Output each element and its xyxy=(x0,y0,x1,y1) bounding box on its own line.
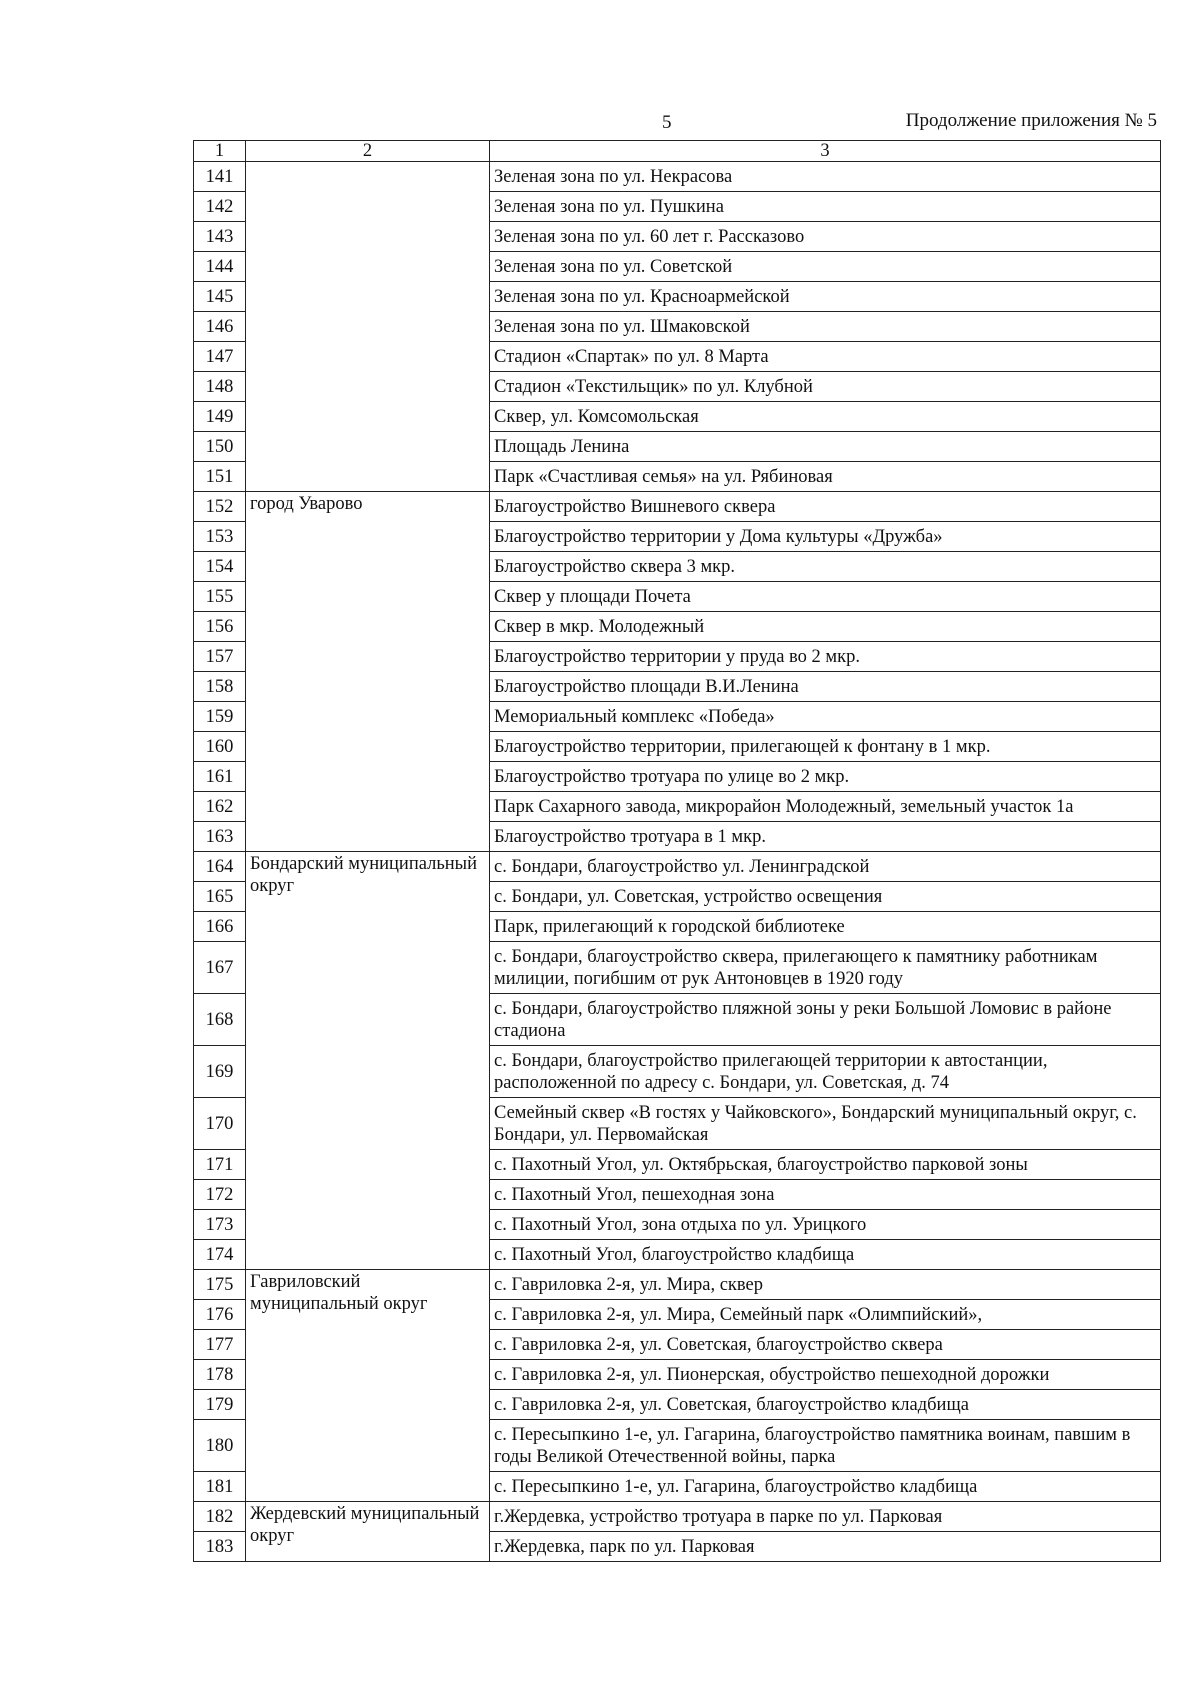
row-number: 170 xyxy=(194,1098,246,1150)
object-name: Зеленая зона по ул. Шмаковской xyxy=(490,312,1161,342)
table-row xyxy=(194,162,1161,192)
territory-cell: Гавриловский муниципальный округ xyxy=(246,1270,490,1502)
object-name: Благоустройство тротуара в 1 мкр. xyxy=(490,822,1161,852)
row-number: 162 xyxy=(194,792,246,822)
territory-cell: город Уварово xyxy=(246,492,490,852)
object-name: с. Бондари, благоустройство ул. Ленинградской xyxy=(490,852,1161,882)
object-name: Сквер, ул. Комсомольская xyxy=(490,402,1161,432)
row-number: 161 xyxy=(194,762,246,792)
object-name: с. Пахотный Угол, пешеходная зона xyxy=(490,1180,1161,1210)
object-name: с. Пересыпкино 1-е, ул. Гагарина, благоустройство памятника воинам, павшим в годы Великой Отечественной войны, парка xyxy=(490,1420,1161,1472)
row-number: 166 xyxy=(194,912,246,942)
row-number: 157 xyxy=(194,642,246,672)
column-header-3: 3 xyxy=(490,141,1161,162)
object-name: с. Бондари, благоустройство пляжной зоны у реки Большой Ломовис в районе стадиона xyxy=(490,994,1161,1046)
object-name: Парк, прилегающий к городской библиотеке xyxy=(490,912,1161,942)
object-name: с. Бондари, ул. Советская, устройство освещения xyxy=(490,882,1161,912)
row-number: 153 xyxy=(194,522,246,552)
object-name: с. Бондари, благоустройство сквера, прилегающего к памятнику работникам милиции, погибшим от рук Антоновцев в 1920 году xyxy=(490,942,1161,994)
column-header-1: 1 xyxy=(194,141,246,162)
row-number: 169 xyxy=(194,1046,246,1098)
object-name: Сквер в мкр. Молодежный xyxy=(490,612,1161,642)
row-number: 174 xyxy=(194,1240,246,1270)
row-number: 171 xyxy=(194,1150,246,1180)
territory-cell: Жердевский муниципальный округ xyxy=(246,1502,490,1562)
row-number: 168 xyxy=(194,994,246,1046)
object-name: с. Гавриловка 2-я, ул. Мира, Семейный парк «Олимпийский», xyxy=(490,1300,1161,1330)
row-number: 152 xyxy=(194,492,246,522)
row-number: 167 xyxy=(194,942,246,994)
object-name: с. Пахотный Угол, зона отдыха по ул. Урицкого xyxy=(490,1210,1161,1240)
table-row xyxy=(194,852,1161,882)
table-header-row xyxy=(194,141,1161,162)
row-number: 173 xyxy=(194,1210,246,1240)
row-number: 177 xyxy=(194,1330,246,1360)
object-name: Стадион «Текстильщик» по ул. Клубной xyxy=(490,372,1161,402)
object-name: г.Жердевка, парк по ул. Парковая xyxy=(490,1532,1161,1562)
row-number: 172 xyxy=(194,1180,246,1210)
row-number: 176 xyxy=(194,1300,246,1330)
row-number: 179 xyxy=(194,1390,246,1420)
row-number: 178 xyxy=(194,1360,246,1390)
row-number: 158 xyxy=(194,672,246,702)
row-number: 183 xyxy=(194,1532,246,1562)
object-name: Площадь Ленина xyxy=(490,432,1161,462)
object-name: с. Пахотный Угол, ул. Октябрьская, благоустройство парковой зоны xyxy=(490,1150,1161,1180)
object-name: Благоустройство территории у пруда во 2 мкр. xyxy=(490,642,1161,672)
column-header-2: 2 xyxy=(246,141,490,162)
row-number: 180 xyxy=(194,1420,246,1472)
row-number: 154 xyxy=(194,552,246,582)
row-number: 141 xyxy=(194,162,246,192)
row-number: 175 xyxy=(194,1270,246,1300)
object-name: Зеленая зона по ул. Пушкина xyxy=(490,192,1161,222)
row-number: 163 xyxy=(194,822,246,852)
row-number: 147 xyxy=(194,342,246,372)
object-name: Благоустройство территории, прилегающей к фонтану в 1 мкр. xyxy=(490,732,1161,762)
object-name: с. Гавриловка 2-я, ул. Советская, благоустройство кладбища xyxy=(490,1390,1161,1420)
territory-cell: Бондарский муниципальный округ xyxy=(246,852,490,1270)
object-name: Мемориальный комплекс «Победа» xyxy=(490,702,1161,732)
row-number: 151 xyxy=(194,462,246,492)
table-row xyxy=(194,1502,1161,1532)
object-name: Благоустройство тротуара по улице во 2 мкр. xyxy=(490,762,1161,792)
row-number: 146 xyxy=(194,312,246,342)
object-name: Зеленая зона по ул. Красноармейской xyxy=(490,282,1161,312)
row-number: 181 xyxy=(194,1472,246,1502)
object-name: с. Бондари, благоустройство прилегающей территории к автостанции, расположенной по адресу с. Бондари, ул. Советская, д. 74 xyxy=(490,1046,1161,1098)
continuation-note: Продолжение приложения № 5 xyxy=(905,110,1157,131)
row-number: 143 xyxy=(194,222,246,252)
row-number: 182 xyxy=(194,1502,246,1532)
row-number: 149 xyxy=(194,402,246,432)
object-name: с. Гавриловка 2-я, ул. Советская, благоустройство сквера xyxy=(490,1330,1161,1360)
object-name: с. Пахотный Угол, благоустройство кладбища xyxy=(490,1240,1161,1270)
row-number: 155 xyxy=(194,582,246,612)
object-name: г.Жердевка, устройство тротуара в парке по ул. Парковая xyxy=(490,1502,1161,1532)
object-name: Зеленая зона по ул. Некрасова xyxy=(490,162,1161,192)
object-name: с. Гавриловка 2-я, ул. Пионерская, обустройство пешеходной дорожки xyxy=(490,1360,1161,1390)
object-name: Благоустройство сквера 3 мкр. xyxy=(490,552,1161,582)
row-number: 145 xyxy=(194,282,246,312)
object-name: Благоустройство Вишневого сквера xyxy=(490,492,1161,522)
row-number: 148 xyxy=(194,372,246,402)
table-row xyxy=(194,1270,1161,1300)
row-number: 156 xyxy=(194,612,246,642)
row-number: 165 xyxy=(194,882,246,912)
row-number: 160 xyxy=(194,732,246,762)
row-number: 142 xyxy=(194,192,246,222)
object-name: Сквер у площади Почета xyxy=(490,582,1161,612)
table-body xyxy=(194,141,1161,1562)
object-name: Парк «Счастливая семья» на ул. Рябиновая xyxy=(490,462,1161,492)
table-row xyxy=(194,492,1161,522)
object-name: Стадион «Спартак» по ул. 8 Марта xyxy=(490,342,1161,372)
row-number: 150 xyxy=(194,432,246,462)
row-number: 144 xyxy=(194,252,246,282)
object-name: Зеленая зона по ул. Советской xyxy=(490,252,1161,282)
object-name: Парк Сахарного завода, микрорайон Молодежный, земельный участок 1а xyxy=(490,792,1161,822)
page-number: 5 xyxy=(662,112,672,133)
object-name: Благоустройство территории у Дома культуры «Дружба» xyxy=(490,522,1161,552)
object-name: Благоустройство площади В.И.Ленина xyxy=(490,672,1161,702)
object-name: с. Пересыпкино 1-е, ул. Гагарина, благоустройство кладбища xyxy=(490,1472,1161,1502)
object-name: Семейный сквер «В гостях у Чайковского», Бондарский муниципальный округ, с. Бондари, ул. Первомайская xyxy=(490,1098,1161,1150)
row-number: 164 xyxy=(194,852,246,882)
row-number: 159 xyxy=(194,702,246,732)
territory-cell xyxy=(246,162,490,492)
objects-table xyxy=(193,140,1161,1562)
object-name: Зеленая зона по ул. 60 лет г. Рассказово xyxy=(490,222,1161,252)
object-name: с. Гавриловка 2-я, ул. Мира, сквер xyxy=(490,1270,1161,1300)
